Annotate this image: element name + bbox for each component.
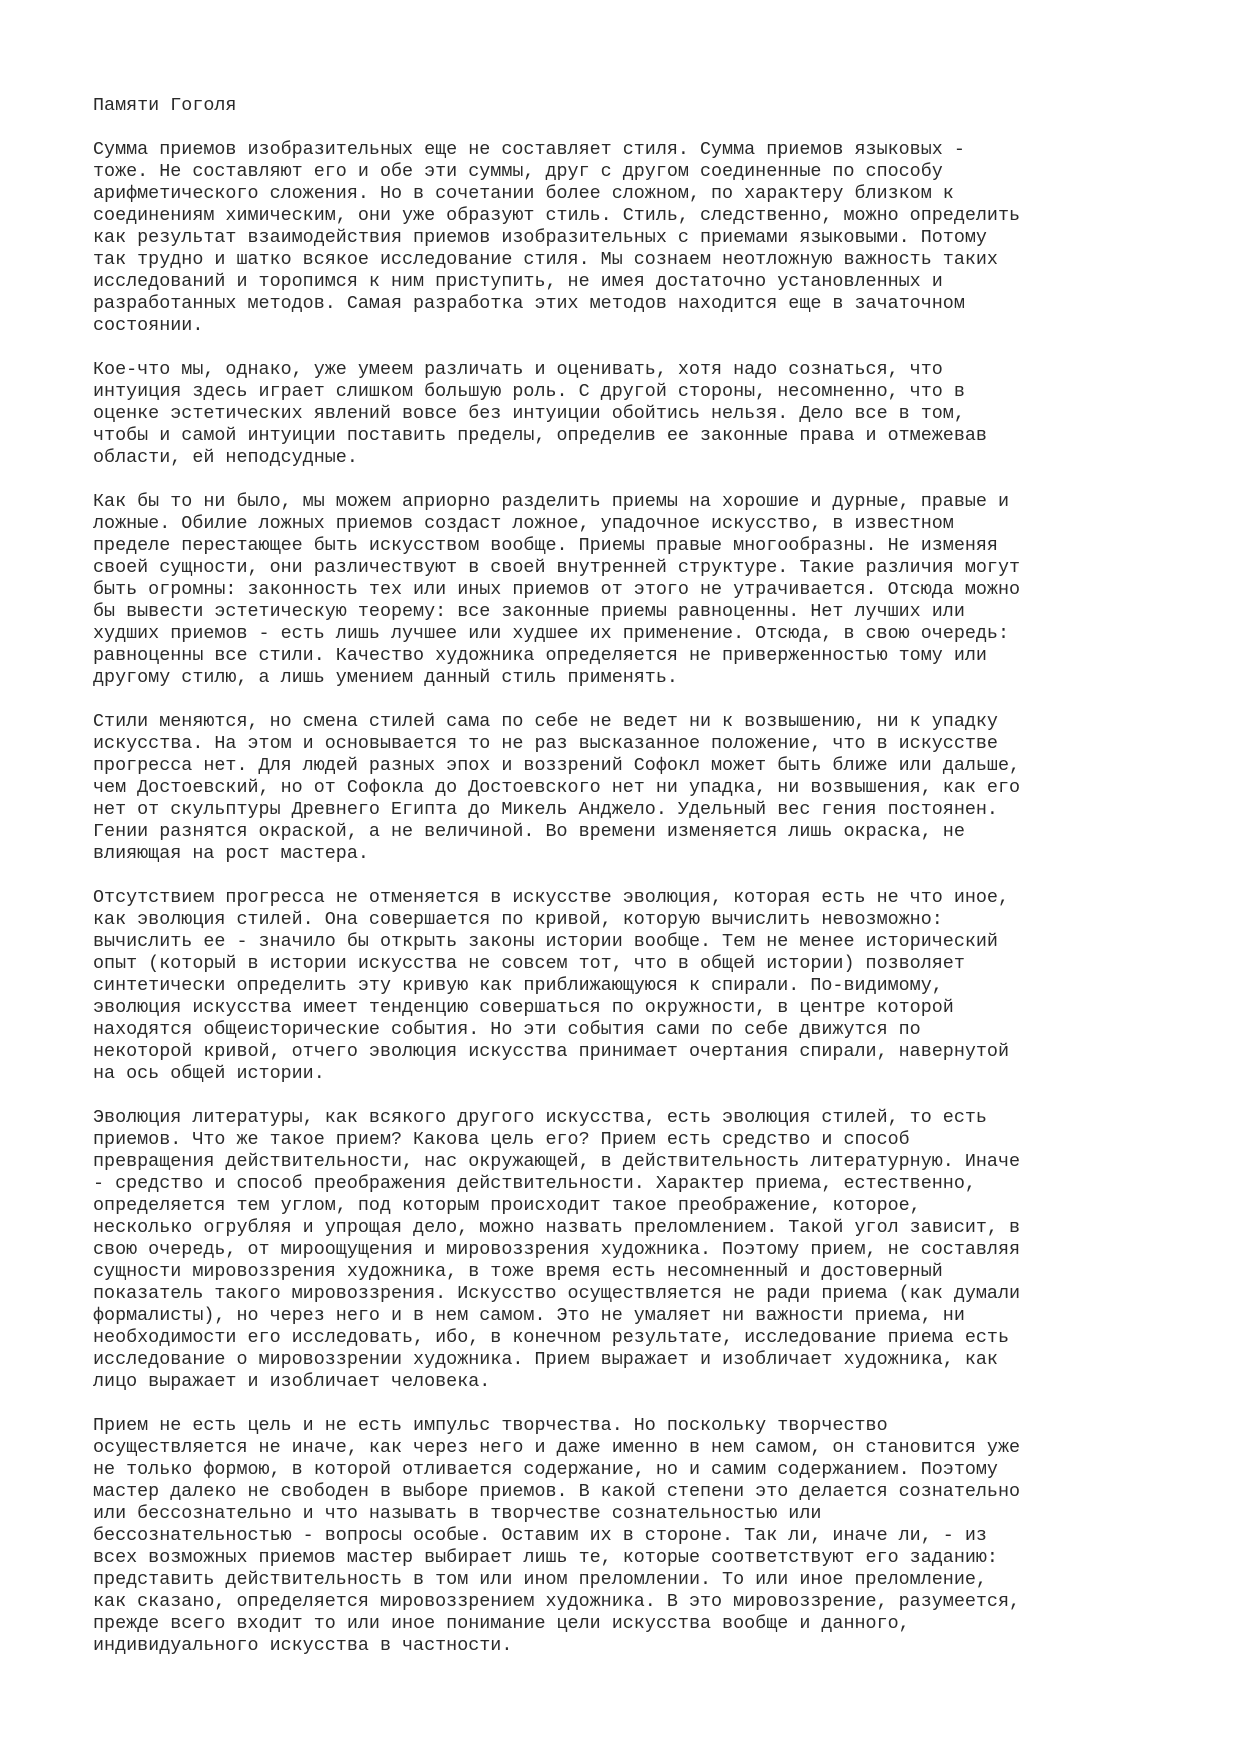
document-page — [93, 95, 1173, 1679]
paragraph-4: Стили меняются, но смена стилей сама по себе не ведет ни к возвышению, ни к упадку искусства. На этом и основывается то не раз высказанное положение, что в искусстве прогресса нет. Для людей разных эпох и воззрений Софокл может быть ближе или дальше, чем Достоевский, но от Софокла до Достоевского нет ни упадка, ни возвышения, как его нет от скульптуры Древнего Египта до Микель Анджело. Удельный вес гения постоянен. Гении разнятся окраской, а не величиной. Во времени изменяется лишь окраска, не влияющая на рост мастера. — [93, 711, 1021, 864]
paragraph-2: Кое-что мы, однако, уже умеем различать и оценивать, хотя надо сознаться, что интуиция здесь играет слишком большую роль. С другой стороны, несомненно, что в оценке эстетических явлений вовсе без интуиции обойтись нельзя. Дело все в том, чтобы и самой интуиции поставить пределы, определив ее законные права и отмежевав области, ей неподсудные. — [93, 359, 987, 468]
document-title: Памяти Гоголя — [93, 95, 237, 116]
paragraph-5: Отсутствием прогресса не отменяется в искусстве эволюция, которая есть не что иное, как эволюция стилей. Она совершается по кривой, которую вычислить невозможно: вычислить ее - значило бы открыть законы истории вообще. Тем не менее исторический опыт (который в истории искусства не совсем тот, что в общей истории) позволяет синтетически определить эту кривую как приближающуюся к спирали. По-видимому, эволюция искусства имеет тенденцию совершаться по окружности, в центре которой находятся общеисторические события. Но эти события сами по себе движутся по некоторой кривой, отчего эволюция искусства принимает очертания спирали, навернутой на ось общей истории. — [93, 887, 1010, 1084]
paragraph-6: Эволюция литературы, как всякого другого искусства, есть эволюция стилей, то есть приемов. Что же такое прием? Какова цель его? Прием есть средство и способ превращения действительности, нас окружающей, в действительность литературную. Иначе - средство и способ преображения действительности. Характер приема, естественно, определяется тем углом, под которым происходит такое преображение, которое, несколько огрубляя и упрощая дело, можно назвать преломлением. Такой угол зависит, в свою очередь, от мироощущения и мировоззрения художника. Поэтому прием, не составляя сущности мировоззрения художника, в тоже время есть несомненный и достоверный показатель такого мировоззрения. Искусство осуществляется не ради приема (как думали формалисты), но через него и в нем самом. Это не умаляет ни важности приема, ни необходимости его исследовать, ибо, в конечном результате, исследование приема есть исследование о мировоззрении художника. Прием выражает и изобличает художника, как лицо выражает и изобличает человека. — [93, 1107, 1021, 1392]
paragraph-3: Как бы то ни было, мы можем априорно разделить приемы на хорошие и дурные, правые и ложные. Обилие ложных приемов создаст ложное, упадочное искусство, в известном пределе перестающее быть искусством вообще. Приемы правые многообразны. Не изменяя своей сущности, они различествуют в своей внутренней структуре. Такие различия могут быть огромны: законность тех или иных приемов от этого не утрачивается. Отсюда можно бы вывести эстетическую теорему: все законные приемы равноценны. Нет лучших или худших приемов - есть лишь лучшее или худшее их применение. Отсюда, в свою очередь: равноценны все стили. Качество художника определяется не приверженностью тому или другому стилю, а лишь умением данный стиль применять. — [93, 491, 1021, 688]
paragraph-1: Сумма приемов изобразительных еще не составляет стиля. Сумма приемов языковых - тоже. Не составляют его и обе эти суммы, друг с другом соединенные по способу арифметического сложения. Но в сочетании более сложном, по характеру близком к соединениям химическим, они уже образуют стиль. Стиль, следственно, можно определить как результат взаимодействия приемов изобразительных с приемами языковыми. Потому так трудно и шатко всякое исследование стиля. Мы сознаем неотложную важность таких исследований и торопимся к ним приступить, не имея достаточно установленных и разработанных методов. Самая разработка этих методов находится еще в зачаточном состоянии. — [93, 139, 1021, 336]
paragraph-7: Прием не есть цель и не есть импульс творчества. Но поскольку творчество осуществляется не иначе, как через него и даже именно в нем самом, он становится уже не только формою, в которой отливается содержание, но и самим содержанием. Поэтому мастер далеко не свободен в выборе приемов. В какой степени это делается сознательно или бессознательно и что называть в творчестве сознательностью или бессознательностью - вопросы особые. Оставим их в стороне. Так ли, иначе ли, - из всех возможных приемов мастер выбирает лишь те, которые соответствуют его заданию: представить действительность в том или ином преломлении. То или иное преломление, как сказано, определяется мировоззрением художника. В это мировоззрение, разумеется, прежде всего входит то или иное понимание цели искусства вообще и данного, индивидуального искусства в частности. — [93, 1415, 1021, 1656]
